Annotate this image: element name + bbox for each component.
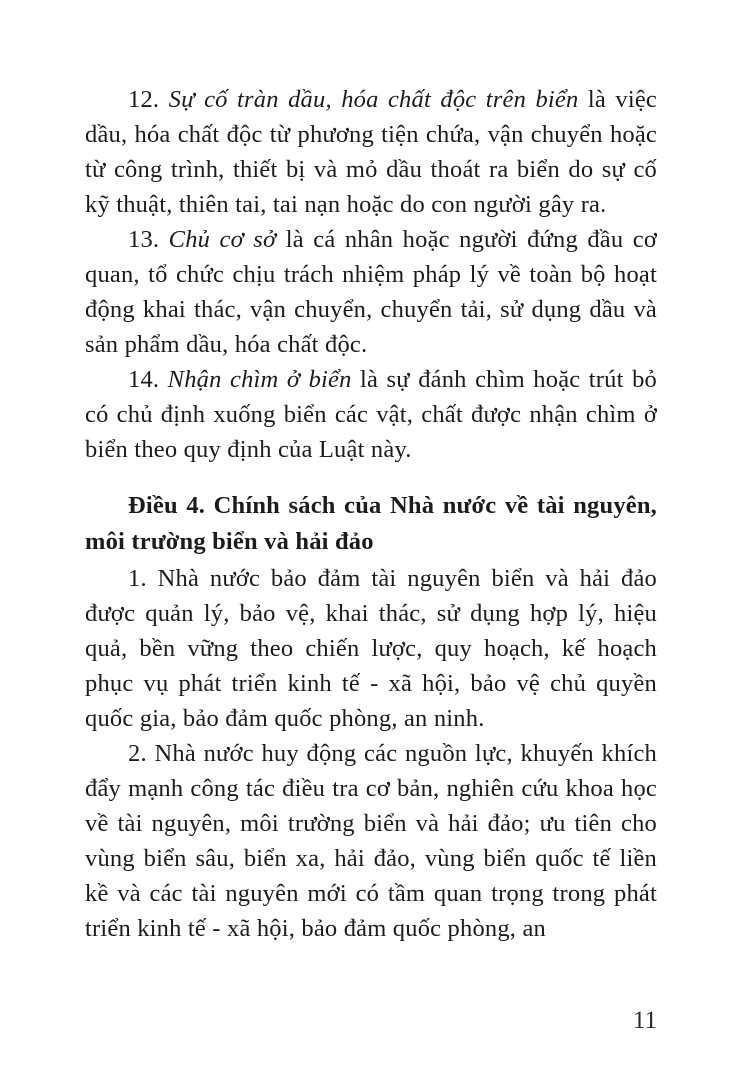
text-segment: 13.	[128, 226, 169, 253]
paragraph	[85, 362, 657, 467]
text-segment: Điều 4. Chính sách của Nhà nước về tài nguyên, môi trường biển và hải đảo	[85, 492, 657, 555]
text-segment: 14.	[128, 366, 168, 393]
text-column	[85, 82, 657, 946]
paragraph	[85, 736, 657, 946]
page-footer	[85, 1006, 657, 1036]
text-segment: 2. Nhà nước huy động các nguồn lực, khuyến khích đẩy mạnh công tác điều tra cơ bản, nghiên cứu khoa học về tài nguyên, môi trường biển và hải đảo; ưu tiên cho vùng biển sâu, biển xa, hải đảo, vùng biển quốc tế liền kề và các tài nguyên mới có tầm quan trọng trong phát triển kinh tế - xã hội, bảo đảm quốc phòng, an	[85, 740, 657, 942]
defined-term: Chủ cơ sở	[168, 226, 277, 253]
text-segment: 1. Nhà nước bảo đảm tài nguyên biển và hải đảo được quản lý, bảo vệ, khai thác, sử dụng hợp lý, hiệu quả, bền vững theo chiến lược, quy hoạch, kế hoạch phục vụ phát triển kinh tế - xã hội, bảo vệ chủ quyền quốc gia, bảo đảm quốc phòng, an ninh.	[85, 565, 657, 732]
page-number: 11	[632, 1007, 657, 1034]
defined-term: Sự cố tràn dầu, hóa chất độc trên biển	[168, 86, 579, 113]
text-segment: là cá nhân hoặc người đứng đầu cơ quan, tổ chức chịu trách nhiệm pháp lý về toàn bộ hoạt động khai thác, vận chuyển, chuyển tải, sử dụng dầu và sản phẩm dầu, hóa chất độc.	[85, 226, 657, 358]
paragraph	[85, 82, 657, 222]
defined-term: Nhận chìm ở biển	[167, 366, 352, 393]
text-segment: là sự đánh chìm hoặc trút bỏ có chủ định xuống biển các vật, chất được nhận chìm ở biển theo quy định của Luật này.	[85, 366, 657, 463]
text-segment: là việc dầu, hóa chất độc từ phương tiện chứa, vận chuyển hoặc từ công trình, thiết bị và mỏ dầu thoát ra biển do sự cố kỹ thuật, thiên tai, tai nạn hoặc do con người gây ra.	[85, 86, 657, 218]
text-segment: 12.	[128, 86, 169, 113]
paragraph	[85, 222, 657, 362]
paragraph	[85, 561, 657, 736]
article-heading	[85, 488, 657, 560]
